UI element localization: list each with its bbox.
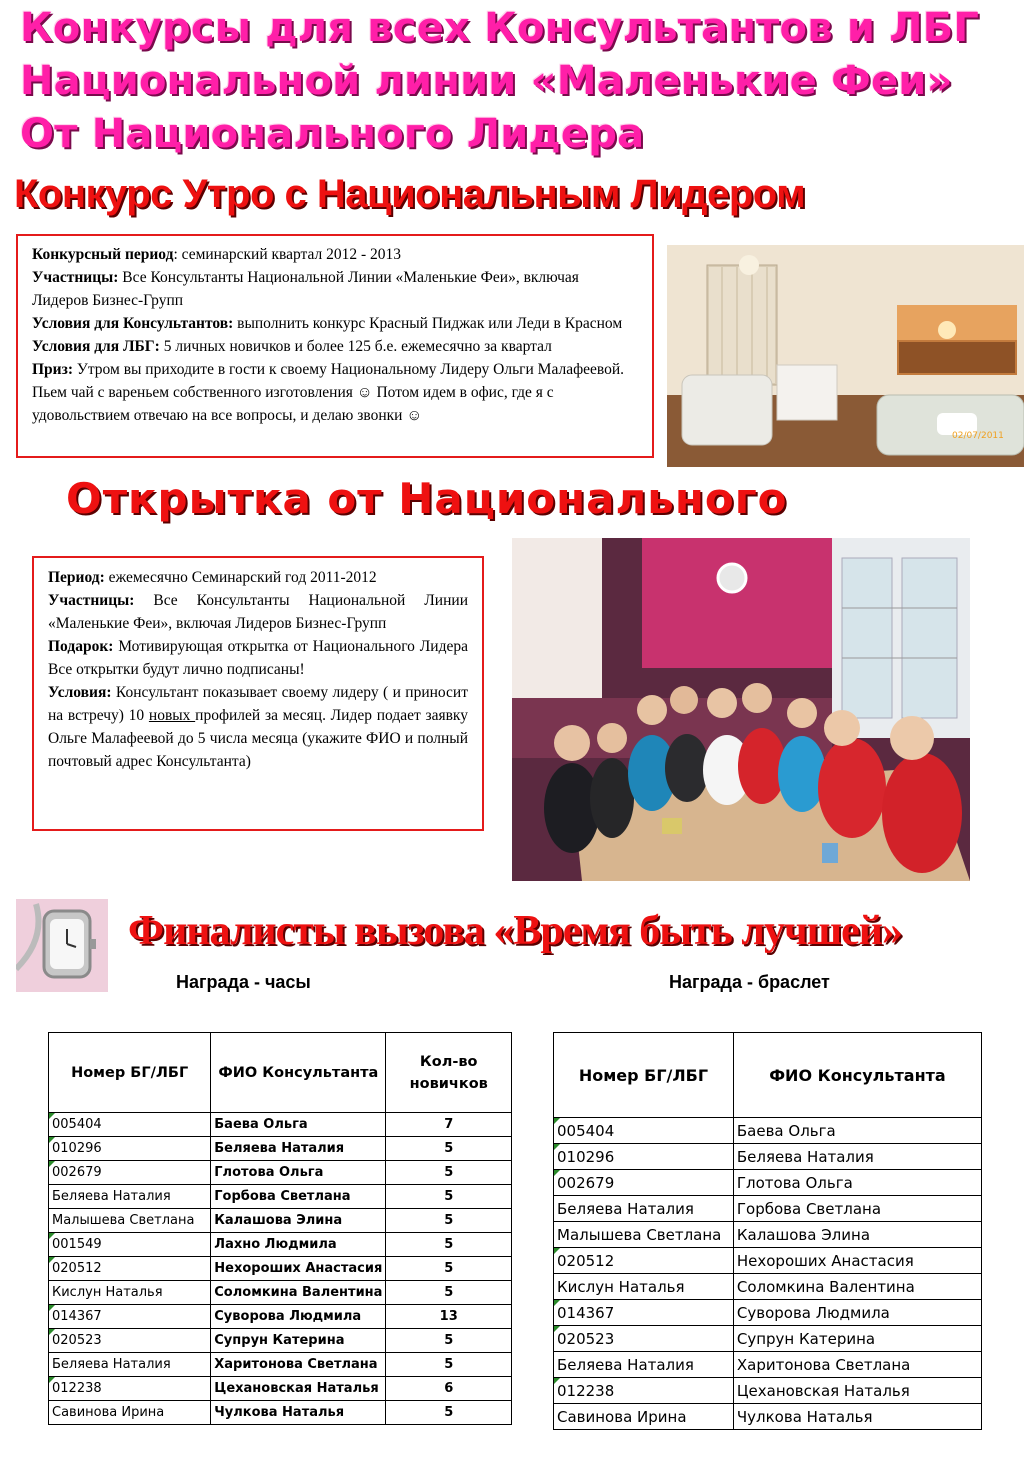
column-header-group: Номер БГ/ЛБГ xyxy=(49,1033,211,1113)
postcard-box xyxy=(32,556,484,831)
cell-group: 020523 xyxy=(49,1329,211,1353)
cell-count: 5 xyxy=(386,1185,512,1209)
prize-value: Утром вы приходите в гости к своему Национальному Лидеру Ольги Малафеевой. Пьем чай с вареньем собственного изготовления ☺ Потом идем в офис, где я с удовольствием отвечаю на все вопросы, и делаю звонки ☺ xyxy=(32,361,625,424)
cell-name: Глотова Ольга xyxy=(733,1170,981,1196)
cell-name: Супрун Катерина xyxy=(733,1326,981,1352)
table-row xyxy=(49,1281,512,1305)
cell-name: Глотова Ольга xyxy=(211,1161,386,1185)
cell-name: Суворова Людмила xyxy=(211,1305,386,1329)
table-row xyxy=(49,1113,512,1137)
cell-group: 010296 xyxy=(49,1137,211,1161)
lbg-conditions-value: 5 личных новичков и более 125 б.е. ежемесячно за квартал xyxy=(159,338,552,355)
cell-name: Суворова Людмила xyxy=(733,1300,981,1326)
photo-date-stamp: 02/07/2011 xyxy=(952,431,1004,441)
cell-group: 014367 xyxy=(554,1300,734,1326)
prize-label: Приз: xyxy=(32,361,73,378)
table-row xyxy=(554,1248,982,1274)
cell-name: Нехороших Анастасия xyxy=(733,1248,981,1274)
cell-count: 5 xyxy=(386,1161,512,1185)
column-header-count: Кол-во новичков xyxy=(386,1033,512,1113)
cell-count: 6 xyxy=(386,1377,512,1401)
lbg-conditions-label: Условия для ЛБГ: xyxy=(32,338,160,355)
cell-count: 5 xyxy=(386,1401,512,1425)
cell-count: 5 xyxy=(386,1257,512,1281)
finalists-bracelet-table xyxy=(553,1032,982,1430)
participants-label: Участницы: xyxy=(32,269,119,286)
cell-group: 002679 xyxy=(554,1170,734,1196)
cell-name: Чулкова Наталья xyxy=(211,1401,386,1425)
cell-count: 13 xyxy=(386,1305,512,1329)
table-row xyxy=(49,1185,512,1209)
cell-name: Баева Ольга xyxy=(733,1118,981,1144)
contest-morning-title: Конкурс Утро с Национальным Лидером xyxy=(14,172,806,216)
cell-group: Беляева Наталия xyxy=(49,1353,211,1377)
cell-name: Супрун Катерина xyxy=(211,1329,386,1353)
table-header-row xyxy=(554,1033,982,1118)
table-row xyxy=(554,1118,982,1144)
table-row xyxy=(554,1378,982,1404)
table-row xyxy=(554,1222,982,1248)
column-header-name: ФИО Консультанта xyxy=(733,1033,981,1118)
postcard-conditions-value-1: Консультант показывает своему лидеру ( и приносит на встречу) 10 xyxy=(48,684,468,724)
cell-count: 7 xyxy=(386,1113,512,1137)
table-row xyxy=(49,1137,512,1161)
cell-group: 002679 xyxy=(49,1161,211,1185)
cell-group: 012238 xyxy=(49,1377,211,1401)
cell-count: 5 xyxy=(386,1209,512,1233)
table-row xyxy=(554,1300,982,1326)
cell-group: Беляева Наталия xyxy=(554,1196,734,1222)
contest-morning-box xyxy=(16,234,654,458)
period-label: Конкурсный период xyxy=(32,246,174,263)
table-row xyxy=(554,1170,982,1196)
consultants-conditions-value: выполнить конкурс Красный Пиджак или Леди в Красном xyxy=(233,315,623,332)
cell-group: 005404 xyxy=(554,1118,734,1144)
team-meeting-photo xyxy=(512,538,970,881)
cell-name: Лахно Людмила xyxy=(211,1233,386,1257)
postcard-period-label: Период: xyxy=(48,569,105,586)
table-row xyxy=(49,1305,512,1329)
postcard-gift-label: Подарок: xyxy=(48,638,114,655)
cell-group: Кислун Наталья xyxy=(49,1281,211,1305)
cell-group: Савинова Ирина xyxy=(554,1404,734,1430)
headline-line-3: От Национального Лидера xyxy=(20,111,645,157)
cell-group: 010296 xyxy=(554,1144,734,1170)
cell-name: Горбова Светлана xyxy=(211,1185,386,1209)
cell-name: Беляева Наталия xyxy=(211,1137,386,1161)
cell-group: 005404 xyxy=(49,1113,211,1137)
headline-line-2: Национальной линии «Маленькие Феи» xyxy=(20,58,953,104)
table-row xyxy=(554,1274,982,1300)
cell-name: Калашова Элина xyxy=(733,1222,981,1248)
watch-image xyxy=(16,899,108,992)
finalists-title: Финалисты вызова «Время быть лучшей» xyxy=(128,908,902,954)
cell-name: Харитонова Светлана xyxy=(211,1353,386,1377)
page-headline xyxy=(20,2,1010,161)
cell-count: 5 xyxy=(386,1353,512,1377)
postcard-period-value: ежемесячно Семинарский год 2011-2012 xyxy=(104,569,377,586)
finalists-watch-table xyxy=(48,1032,512,1425)
cell-name: Беляева Наталия xyxy=(733,1144,981,1170)
column-header-group: Номер БГ/ЛБГ xyxy=(554,1033,734,1118)
table-row xyxy=(49,1161,512,1185)
postcard-conditions-label: Условия: xyxy=(48,684,112,701)
table-row xyxy=(49,1353,512,1377)
living-room-illustration xyxy=(667,245,1024,467)
table-row xyxy=(49,1329,512,1353)
cell-name: Соломкина Валентина xyxy=(211,1281,386,1305)
column-header-name: ФИО Консультанта xyxy=(211,1033,386,1113)
cell-group: 012238 xyxy=(554,1378,734,1404)
cell-name: Калашова Элина xyxy=(211,1209,386,1233)
consultants-conditions-label: Условия для Консультантов: xyxy=(32,315,234,332)
cell-group: Беляева Наталия xyxy=(554,1352,734,1378)
cell-group: 020512 xyxy=(554,1248,734,1274)
cell-count: 5 xyxy=(386,1137,512,1161)
cell-count: 5 xyxy=(386,1329,512,1353)
living-room-photo xyxy=(667,245,1024,467)
cell-count: 5 xyxy=(386,1281,512,1305)
cell-name: Соломкина Валентина xyxy=(733,1274,981,1300)
table-row xyxy=(49,1401,512,1425)
postcard-gift-value: Мотивирующая открытка от Национального Лидера Все открытки будут лично подписаны! xyxy=(48,638,468,678)
period-value: : семинарский квартал 2012 - 2013 xyxy=(173,246,402,263)
cell-name: Цехановская Наталья xyxy=(733,1378,981,1404)
table-row xyxy=(49,1377,512,1401)
cell-count: 5 xyxy=(386,1233,512,1257)
cell-group: 020512 xyxy=(49,1257,211,1281)
table-row xyxy=(554,1404,982,1430)
cell-name: Нехороших Анастасия xyxy=(211,1257,386,1281)
award-watch-label: Награда - часы xyxy=(176,972,311,992)
cell-name: Баева Ольга xyxy=(211,1113,386,1137)
cell-name: Чулкова Наталья xyxy=(733,1404,981,1430)
table-header-row xyxy=(49,1033,512,1113)
postcard-conditions-value-2: профилей за месяц. Лидер подает заявку Ольге Малафеевой до 5 числа месяца (укажите ФИО и полный почтовый адрес Консультанта) xyxy=(48,707,468,770)
cell-group: 001549 xyxy=(49,1233,211,1257)
cell-group: 014367 xyxy=(49,1305,211,1329)
cell-group: Малышева Светлана xyxy=(554,1222,734,1248)
cell-group: Савинова Ирина xyxy=(49,1401,211,1425)
cell-name: Горбова Светлана xyxy=(733,1196,981,1222)
cell-group: Малышева Светлана xyxy=(49,1209,211,1233)
postcard-conditions-underlined: новых xyxy=(148,707,196,724)
cell-group: Беляева Наталия xyxy=(49,1185,211,1209)
table-row xyxy=(49,1233,512,1257)
watch-icon xyxy=(16,899,108,992)
table-row xyxy=(49,1257,512,1281)
postcard-participants-value: Все Консультанты Национальной Линии «Маленькие Феи», включая Лидеров Бизнес-Групп xyxy=(48,592,468,632)
table-row xyxy=(554,1196,982,1222)
award-bracelet-label: Награда - браслет xyxy=(669,972,830,992)
table-row xyxy=(554,1352,982,1378)
postcard-title: Открытка от Национального xyxy=(66,474,788,523)
table-row xyxy=(554,1326,982,1352)
table-row xyxy=(554,1144,982,1170)
table-row xyxy=(49,1209,512,1233)
team-meeting-illustration xyxy=(512,538,970,881)
postcard-participants-label: Участницы: xyxy=(48,592,135,609)
cell-name: Харитонова Светлана xyxy=(733,1352,981,1378)
cell-group: 020523 xyxy=(554,1326,734,1352)
participants-value: Все Консультанты Национальной Линии «Маленькие Феи», включая Лидеров Бизнес-Групп xyxy=(32,269,579,309)
cell-name: Цехановская Наталья xyxy=(211,1377,386,1401)
headline-line-1: Конкурсы для всех Консультантов и ЛБГ xyxy=(20,5,980,51)
cell-group: Кислун Наталья xyxy=(554,1274,734,1300)
